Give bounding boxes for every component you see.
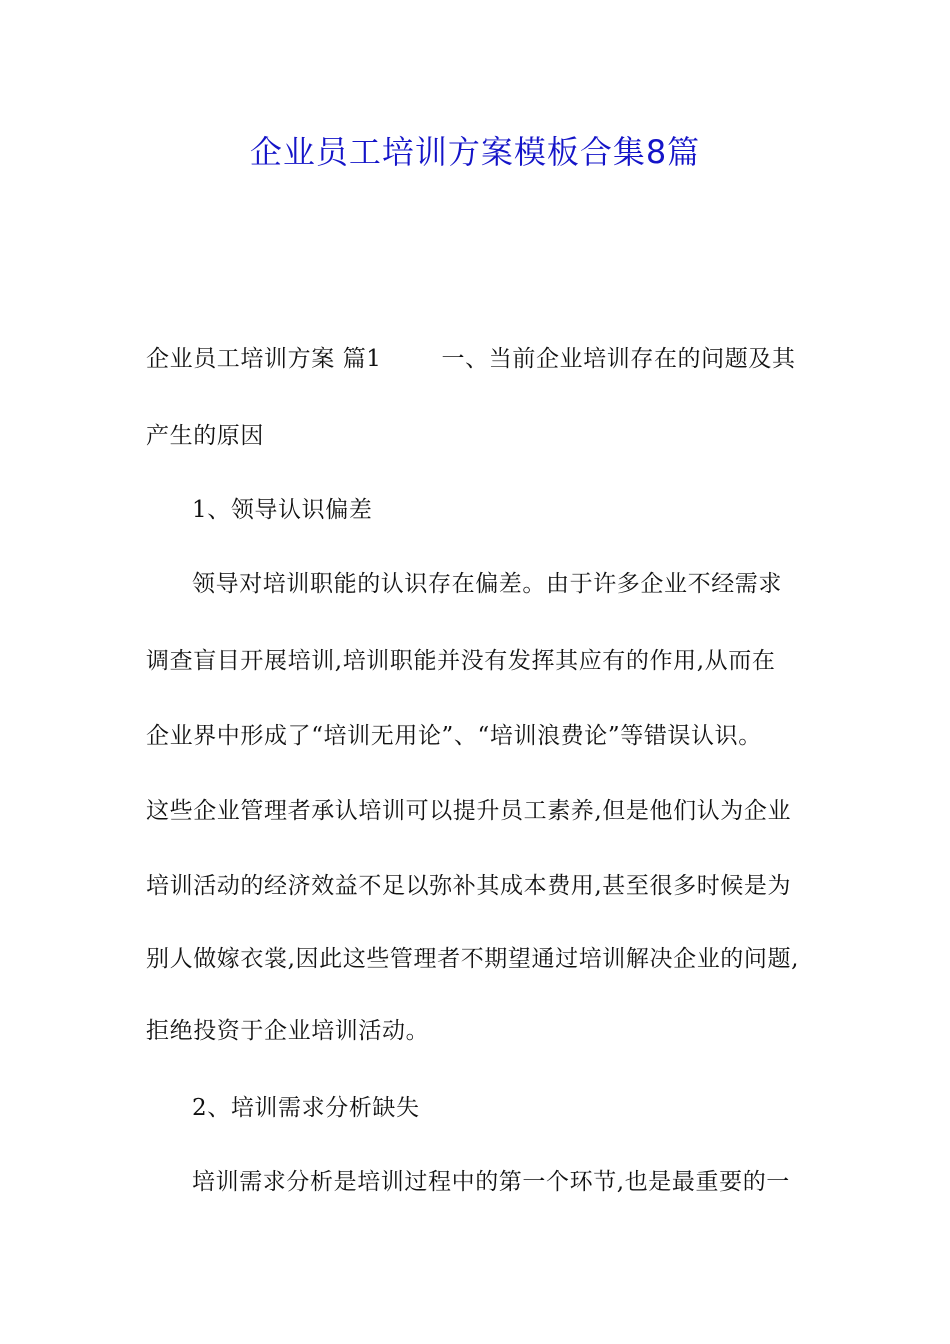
paragraph-1-line: 领导对培训职能的认识存在偏差。由于许多企业不经需求 xyxy=(192,571,782,597)
document-title: 企业员工培训方案模板合集8篇 xyxy=(249,133,701,171)
heading-line xyxy=(146,343,796,375)
section-2-title: 2、培训需求分析缺失 xyxy=(192,1095,420,1121)
paragraph-1-line: 企业界中形成了“培训无用论”、“培训浪费论”等错误认识。 xyxy=(146,723,762,749)
heading-label: 企业员工培训方案 篇1 xyxy=(146,346,382,372)
section-1-title: 1、领导认识偏差 xyxy=(192,497,373,523)
paragraph-2-line: 培训需求分析是培训过程中的第一个环节,也是最重要的一 xyxy=(192,1169,790,1195)
paragraph-1-line: 别人做嫁衣裳,因此这些管理者不期望通过培训解决企业的问题, xyxy=(146,946,800,972)
paragraph-1-line: 拒绝投资于企业培训活动。 xyxy=(146,1018,430,1044)
paragraph-1-line: 调查盲目开展培训,培训职能并没有发挥其应有的作用,从而在 xyxy=(146,648,776,674)
paragraph-1-line: 这些企业管理者承认培训可以提升员工素养,但是他们认为企业 xyxy=(146,798,792,824)
heading-text: 一、当前企业培训存在的问题及其 xyxy=(441,346,796,372)
paragraph-1-line: 培训活动的经济效益不足以弥补其成本费用,甚至很多时候是为 xyxy=(146,873,792,899)
heading-continuation: 产生的原因 xyxy=(146,423,264,449)
